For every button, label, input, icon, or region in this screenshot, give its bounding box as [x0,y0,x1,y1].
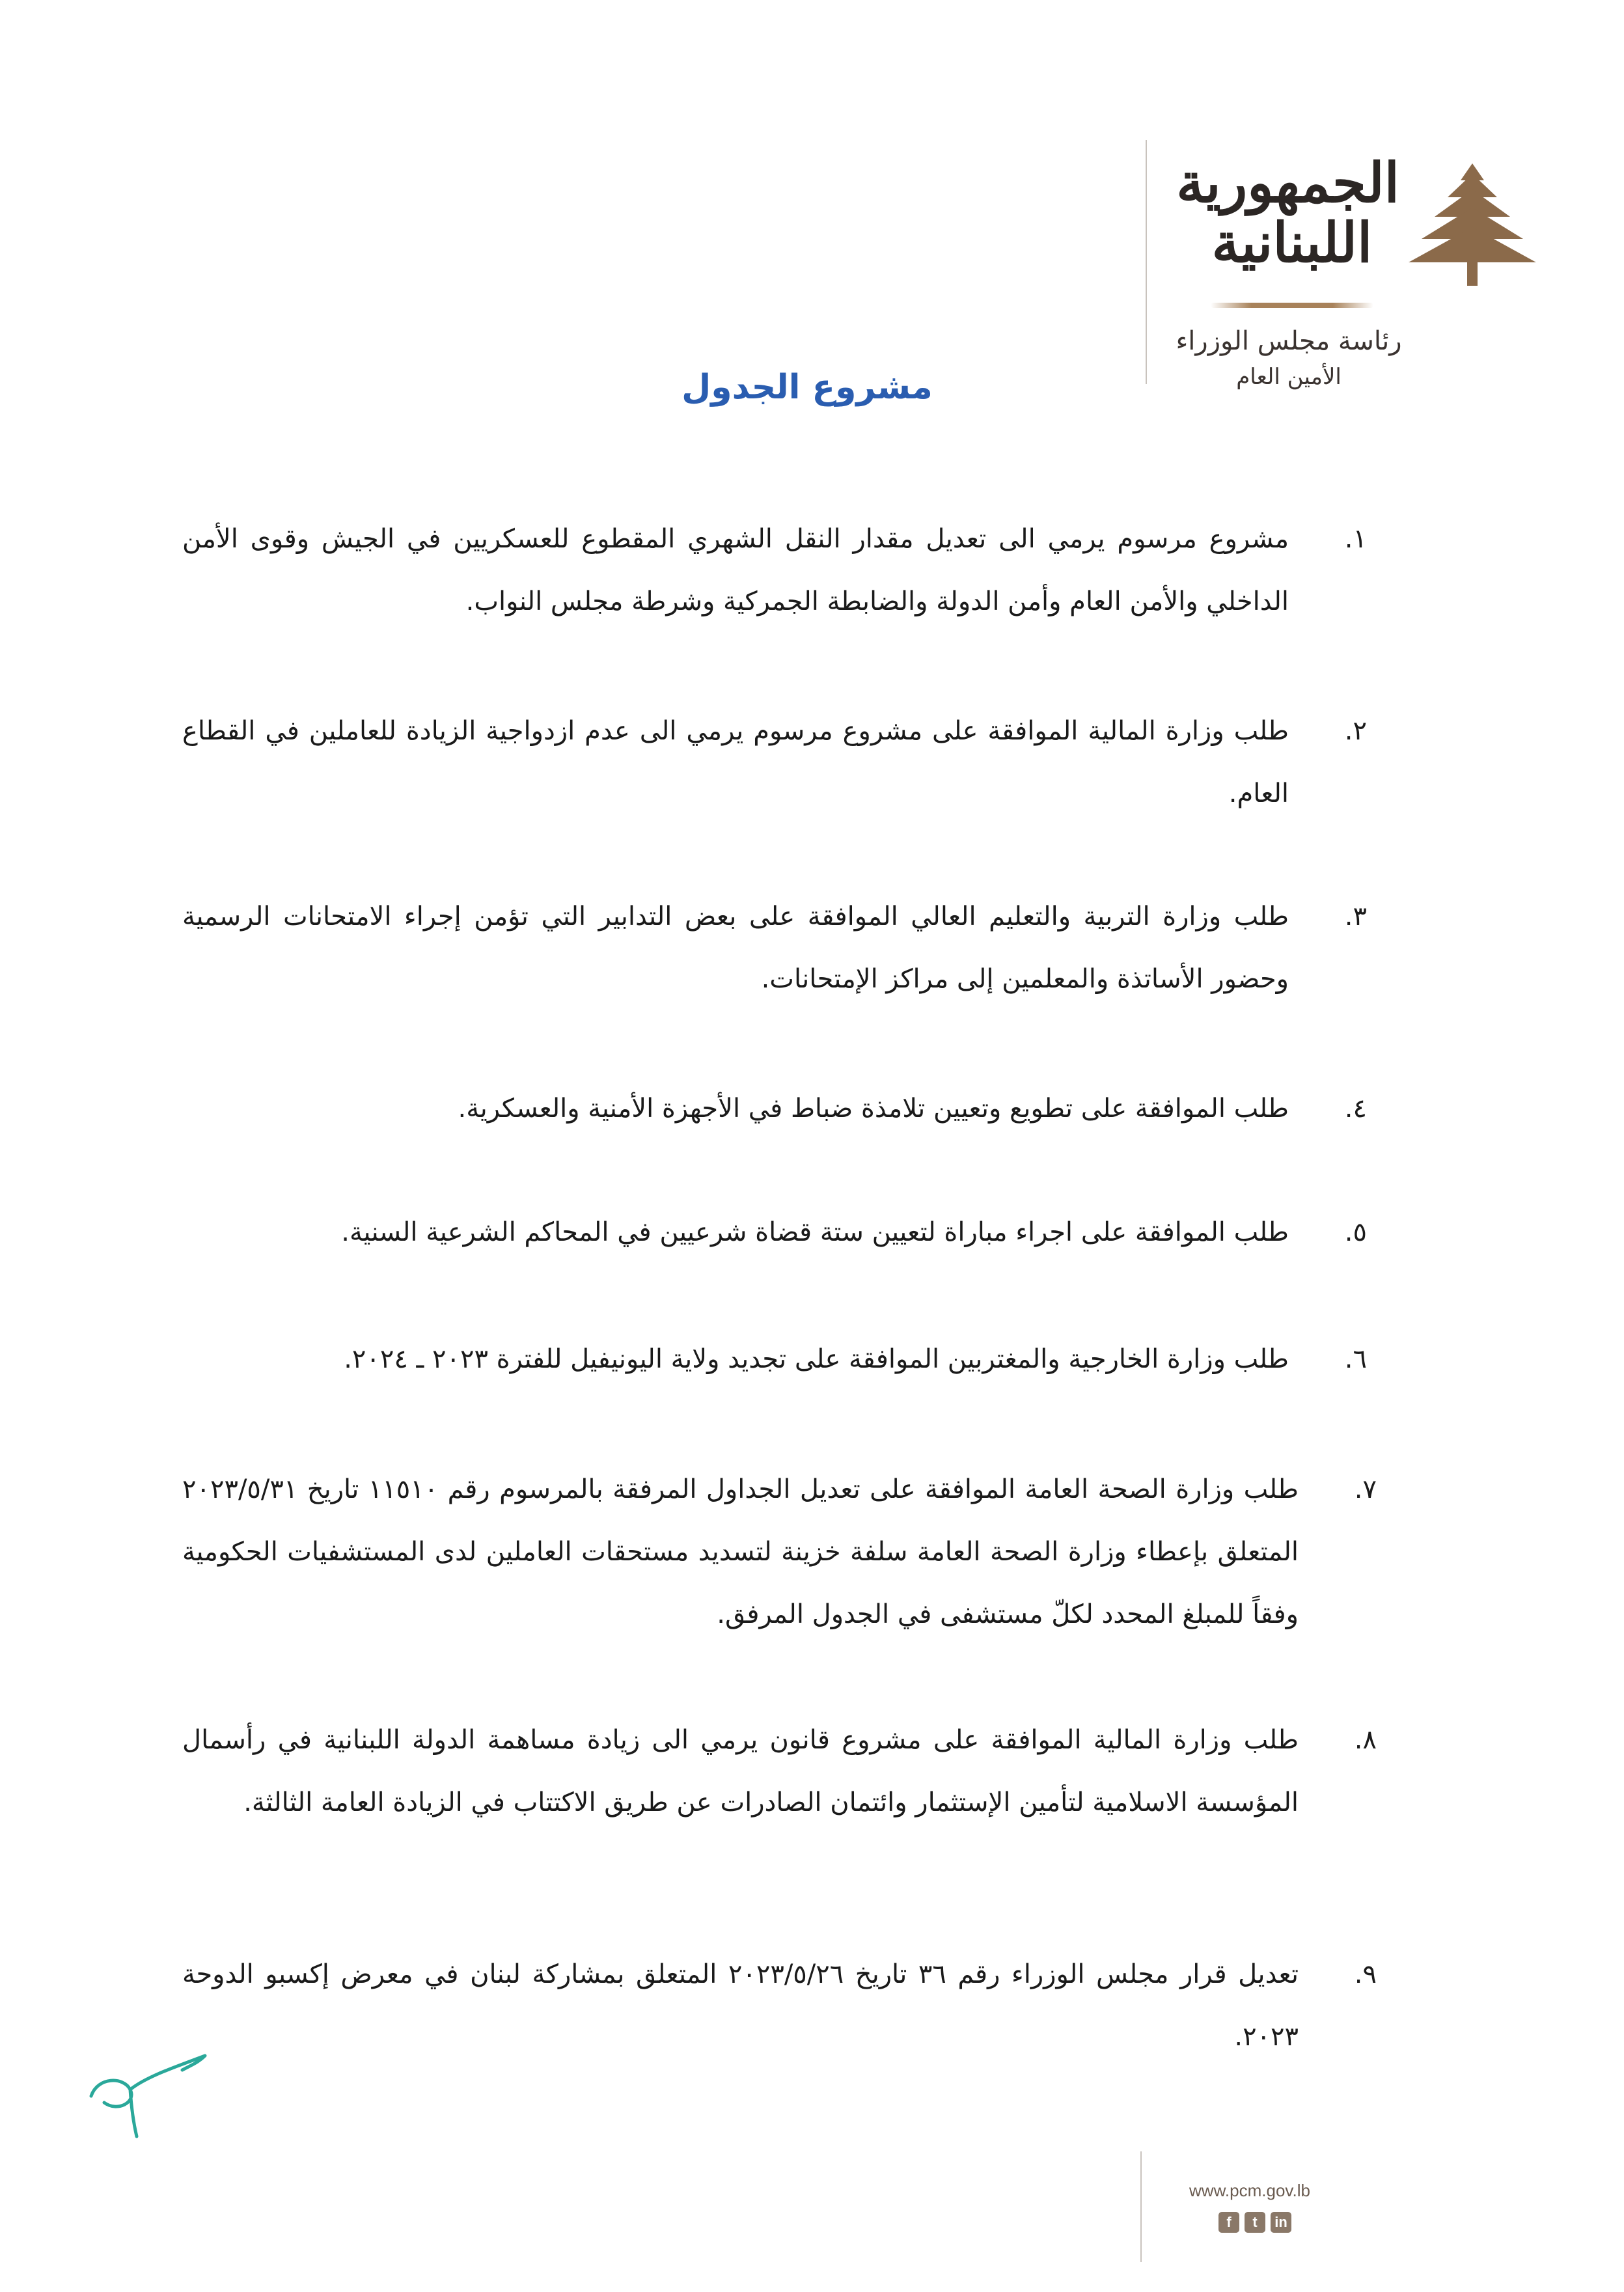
item-text: طلب وزارة التربية والتعليم العالي الموافقة على بعض التدابير التي تؤمن إجراء الامتحانات الرسمية وحضور الأساتذة والمعلمين إلى مراكز الإمتحانات. [182,902,1289,994]
office-name [1172,322,1406,394]
item-text: طلب الموافقة على اجراء مباراة لتعيين ستة قضاة شرعيين في المحاكم الشرعية السنية. [341,1217,1289,1247]
letterhead-emblem [1172,140,1543,426]
office-line-2: الأمين العام [1236,364,1342,390]
item-number: ١. [1344,524,1367,554]
item-number: ٩. [1354,1959,1377,1989]
item-text: مشروع مرسوم يرمي الى تعديل مقدار النقل الشهري المقطوع للعسكريين في الجيش وقوى الأمن الداخلي والأمن العام وأمن الدولة والضابطة الجمركية وشرطة مجلس النواب. [182,524,1289,616]
crest-line-2: اللبنانية [1211,210,1373,275]
header-divider [1146,140,1147,384]
twitter-icon[interactable]: t [1245,2212,1265,2233]
item-text: طلب وزارة الصحة العامة الموافقة على تعديل الجداول المرفقة بالمرسوم رقم ١١٥١٠ تاريخ ٢٠٢٣/٥/٣١ المتعلق بإعطاء وزارة الصحة العامة سلفة خزينة لتسديد مستحقات العاملين لدى المستشفيات الحكومية وفقاً للمبلغ المحدد لكلّ مستشفى في الجدول المرفق. [182,1474,1299,1629]
agenda-item-5 [182,1201,1367,1263]
item-text: طلب وزارة المالية الموافقة على مشروع قانون يرمي الى زيادة مساهمة الدولة اللبنانية في رأسمال المؤسسة الاسلامية لتأمين الإستثمار وائتمان الصادرات عن طريق الاكتتاب في الزيادة العامة الثالثة. [182,1725,1299,1817]
republic-wordmark [1176,150,1399,275]
cedar-icon [1403,159,1543,290]
agenda-item-9 [182,1943,1377,2068]
crest-line-1: الجمهورية [1176,150,1399,215]
website-link[interactable]: www.pcm.gov.lb [1189,2181,1310,2200]
item-number: ٤. [1344,1094,1367,1124]
item-text: طلب وزارة المالية الموافقة على مشروع مرسوم يرمي الى عدم ازدواجية الزيادة للعاملين في القطاع العام. [182,716,1289,808]
agenda-item-6 [182,1328,1367,1390]
agenda-item-4 [182,1077,1367,1140]
item-number: ٥. [1344,1217,1367,1247]
agenda-item-1 [182,508,1367,633]
document-title: مشروع الجدول [681,368,933,407]
item-text: تعديل قرار مجلس الوزراء رقم ٣٦ تاريخ ٢٠٢٣/٥/٢٦ المتعلق بمشاركة لبنان في معرض إكسبو الدوحة ٢٠٢٣. [182,1959,1299,2052]
office-line-1: رئاسة مجلس الوزراء [1176,326,1402,356]
agenda-item-7 [182,1458,1377,1646]
agenda-item-8 [182,1709,1377,1834]
gold-rule [1211,303,1373,308]
item-number: ٨. [1354,1725,1377,1755]
item-number: ٧. [1354,1474,1377,1504]
item-number: ٢. [1344,716,1367,746]
agenda-item-2 [182,700,1367,825]
footer-divider [1140,2151,1142,2262]
item-text: طلب الموافقة على تطويع وتعيين تلامذة ضباط في الأجهزة الأمنية والعسكرية. [458,1094,1289,1124]
social-links [1218,2212,1297,2235]
item-number: ٣. [1344,902,1367,932]
linkedin-icon[interactable]: in [1271,2212,1291,2233]
agenda-item-3 [182,885,1367,1010]
item-text: طلب وزارة الخارجية والمغتربين الموافقة على تجديد ولاية اليونيفيل للفترة ٢٠٢٣ ـ ٢٠٢٤. [344,1344,1289,1374]
facebook-icon[interactable]: f [1218,2212,1239,2233]
item-number: ٦. [1344,1344,1367,1374]
handwritten-signature [85,2050,228,2142]
